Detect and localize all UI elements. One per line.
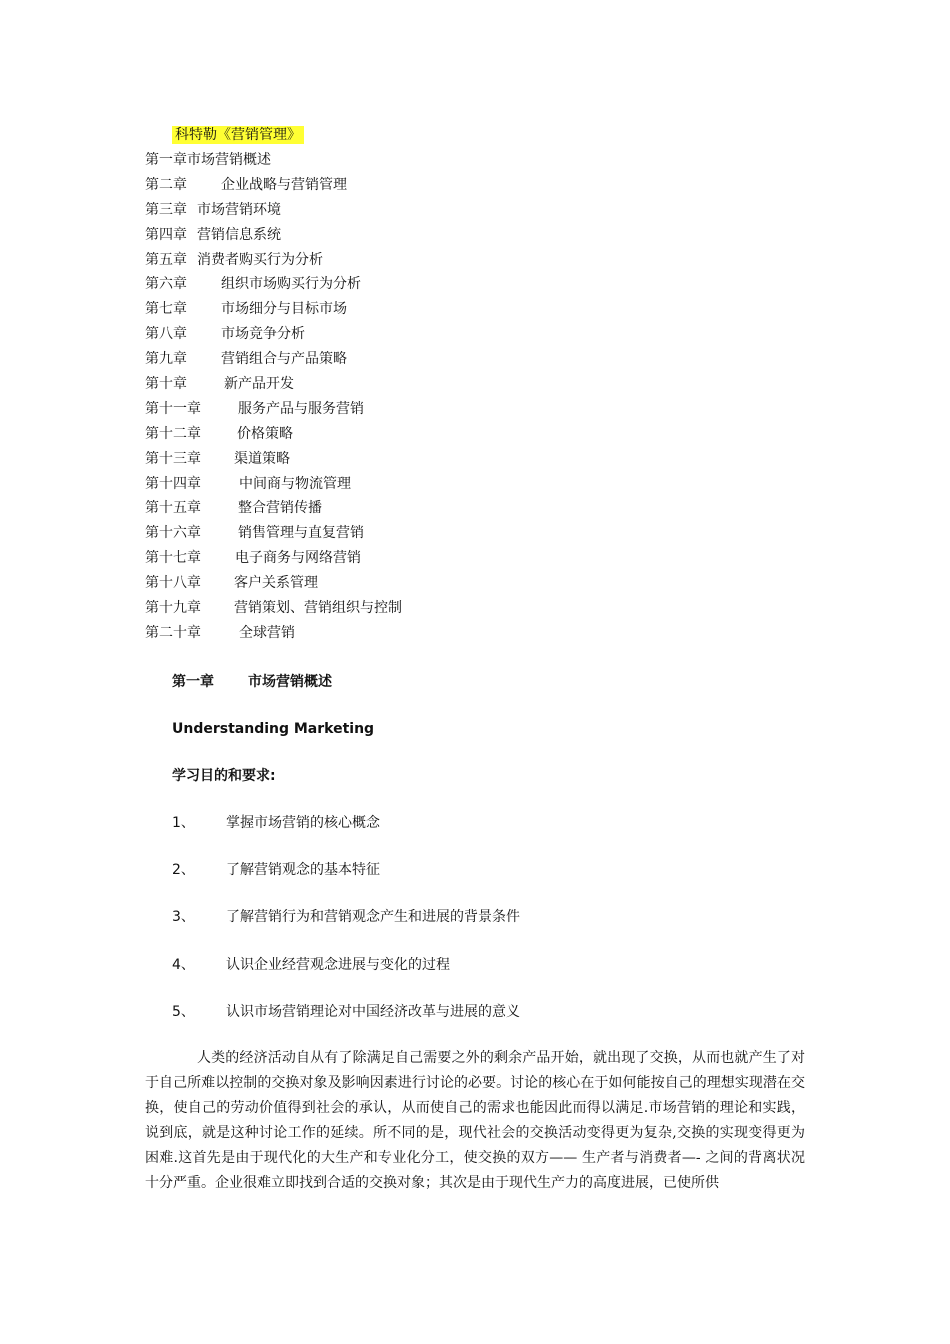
toc-item-title: 市场竞争分析 — [221, 326, 305, 343]
toc-item — [145, 372, 402, 397]
toc-item — [145, 223, 402, 248]
toc-item — [145, 472, 402, 497]
learning-goal-text: 掌握市场营销的核心概念 — [226, 815, 380, 831]
learning-goal-item — [172, 859, 520, 906]
toc-item-title: 整合营销传播 — [238, 500, 322, 517]
toc-item-number: 第十八章 — [145, 575, 201, 592]
toc-item-number: 第十章 — [145, 376, 187, 393]
toc-item-title: 全球营销 — [239, 624, 295, 641]
toc-item — [145, 297, 402, 322]
toc-item — [145, 521, 402, 546]
learning-goal-item — [172, 1001, 520, 1048]
toc-item-title: 营销信息系统 — [197, 226, 281, 243]
learning-goal-text: 认识市场营销理论对中国经济改革与进展的意义 — [226, 1003, 520, 1020]
toc-item — [145, 571, 402, 596]
learning-goal-text: 认识企业经营观念进展与变化的过程 — [226, 956, 450, 973]
toc-item-number: 第十七章 — [145, 550, 201, 567]
toc-item-number: 第十九章 — [145, 600, 201, 617]
toc-item-number: 第四章 — [145, 226, 187, 243]
toc-item-title: 渠道策略 — [234, 450, 290, 467]
toc-item — [145, 422, 402, 447]
toc-item — [145, 173, 402, 198]
body-paragraph: 人类的经济活动自从有了除满足自己需要之外的剩余产品开始，就出现了交换，从而也就产生了对于自己所难以控制的交换对象及影响因素进行讨论的必要。讨论的核心在于如何能按自己的理想实现潜在交换，使自己的劳动价值得到社会的承认，从而使自己的需求也能因此而得以满足.市场营销的理论和实践，说到底，就是这种讨论工作的延续。所不同的是，现代社会的交换活动变得更为复杂,交换的实现变得更为困难.这首先是由于现代化的大生产和专业化分工，使交换的双方—— 生产者与消费者—- 之间的背离状况十分严重。企业很难立即找到合适的交换对象；其次是由于现代生产力的高度进展，已使所供 — [145, 1050, 805, 1191]
toc-item — [145, 447, 402, 472]
toc-item — [145, 596, 402, 621]
learning-goal-number: 1、 — [172, 815, 195, 831]
document-title: 科特勒《营销管理》 — [172, 126, 304, 144]
toc-item — [145, 148, 402, 173]
toc-item-number: 第九章 — [145, 351, 187, 368]
toc-item-title: 服务产品与服务营销 — [238, 400, 364, 417]
toc-item-number: 第十一章 — [145, 400, 201, 417]
toc-item-number: 第二十章 — [145, 624, 201, 641]
toc-item-number: 第十六章 — [145, 525, 201, 542]
toc-item — [145, 546, 402, 571]
goals-heading: 学习目的和要求: — [172, 768, 276, 784]
toc-item-number: 第十五章 — [145, 500, 201, 517]
learning-goals-list — [172, 812, 520, 1048]
toc-item — [145, 347, 402, 372]
chapter-heading — [172, 672, 332, 692]
english-title: Understanding Marketing — [172, 721, 375, 737]
toc-item-title: 市场营销概述 — [187, 152, 271, 168]
table-of-contents — [145, 148, 402, 646]
toc-item — [145, 496, 402, 521]
toc-item-number: 第八章 — [145, 326, 187, 343]
toc-item — [145, 272, 402, 297]
toc-item-title: 企业战略与营销管理 — [221, 176, 347, 193]
toc-item-title: 营销组合与产品策略 — [221, 351, 347, 368]
toc-item-title: 新产品开发 — [224, 376, 294, 393]
toc-item — [145, 397, 402, 422]
learning-goal-text: 了解营销行为和营销观念产生和进展的背景条件 — [226, 909, 520, 926]
toc-item-number: 第十三章 — [145, 450, 201, 467]
learning-goal-item — [172, 812, 520, 859]
learning-goal-text: 了解营销观念的基本特征 — [226, 862, 380, 879]
toc-item — [145, 248, 402, 273]
toc-item-title: 消费者购买行为分析 — [197, 251, 323, 268]
toc-item-number: 第十四章 — [145, 475, 201, 492]
toc-item-title: 市场营销环境 — [197, 201, 281, 218]
toc-item-title: 价格策略 — [237, 425, 293, 442]
learning-goal-number: 2、 — [172, 862, 195, 879]
toc-item-number: 第三章 — [145, 201, 187, 218]
toc-item-number: 第七章 — [145, 301, 187, 318]
toc-item-title: 市场细分与目标市场 — [221, 301, 347, 318]
learning-goal-item — [172, 906, 520, 953]
toc-item — [145, 198, 402, 223]
learning-goal-number: 5、 — [172, 1003, 195, 1020]
toc-item-number: 第六章 — [145, 276, 187, 293]
toc-item-number: 第五章 — [145, 251, 187, 268]
toc-item-number: 第十二章 — [145, 425, 201, 442]
toc-item-title: 客户关系管理 — [234, 575, 318, 592]
toc-item-title: 组织市场购买行为分析 — [221, 276, 361, 293]
toc-item-title: 中间商与物流管理 — [239, 475, 351, 492]
toc-item — [145, 322, 402, 347]
toc-item — [145, 621, 402, 646]
chapter-heading-number: 第一章 — [172, 674, 214, 690]
learning-goal-item — [172, 954, 520, 1001]
chapter-heading-title: 市场营销概述 — [248, 674, 332, 690]
toc-item-number: 第一章 — [145, 152, 187, 168]
toc-item-number: 第二章 — [145, 176, 187, 193]
learning-goal-number: 4、 — [172, 956, 195, 973]
toc-item-title: 销售管理与直复营销 — [238, 525, 364, 542]
toc-item-title: 营销策划、营销组织与控制 — [234, 600, 402, 617]
learning-goal-number: 3、 — [172, 909, 195, 926]
toc-item-title: 电子商务与网络营销 — [235, 550, 361, 567]
